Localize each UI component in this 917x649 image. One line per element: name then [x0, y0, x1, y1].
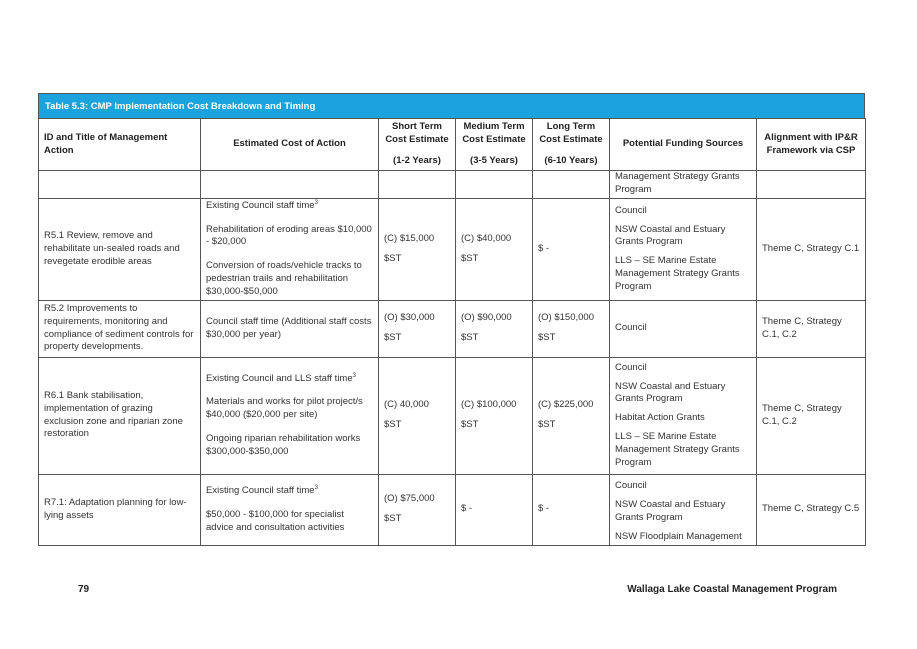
- footnote-ref: 3: [314, 484, 318, 491]
- header-short-term-label: Short Term Cost Estimate: [385, 121, 449, 146]
- row-funding: Council NSW Coastal and Estuary Grants Program LLS – SE Marine Estate Management Strategy Grants Program: [610, 198, 757, 300]
- row-short-term: (O) $75,000 $ST: [379, 474, 456, 545]
- table-grid: [38, 118, 866, 546]
- footnote-ref: 3: [314, 199, 318, 206]
- table-row-continued: [39, 171, 866, 199]
- row-medium-term: (C) $100,000 $ST: [456, 357, 533, 474]
- page-number: 79: [78, 584, 90, 595]
- row-alignment: Theme C, Strategy C.1, C.2: [757, 300, 866, 357]
- header-short-term-years: (1-2 Years): [393, 154, 441, 166]
- header-row: [39, 119, 866, 171]
- row-id-title: R5.1 Review, remove and rehabilitate un-sealed roads and revegetate erodible areas: [39, 198, 201, 300]
- row-cost: Existing Council and LLS staff time$^3$ Materials and works for pilot project/s $40,000 ($20,000 per site) Ongoing riparian rehabilitation works $300,000-$350,000: [201, 357, 379, 474]
- document-title: Wallaga Lake Coastal Management Program: [627, 584, 837, 595]
- header-funding: Potential Funding Sources: [610, 119, 757, 171]
- row-long-term: $ -: [533, 474, 610, 545]
- header-cost: Estimated Cost of Action: [201, 119, 379, 171]
- row-funding: Council: [610, 300, 757, 357]
- row-long-term: (C) $225,000 $ST: [533, 357, 610, 474]
- row-short-term: (O) $30,000 $ST: [379, 300, 456, 357]
- table-row: [39, 357, 866, 474]
- row-alignment: Theme C, Strategy C.1: [757, 198, 866, 300]
- row-funding: Council NSW Coastal and Estuary Grants Program NSW Floodplain Management: [610, 474, 757, 545]
- row-id-title: R5.2 Improvements to requirements, monitoring and compliance of sediment controls for property developments.: [39, 300, 201, 357]
- row-alignment: Theme C, Strategy C.1, C.2: [757, 357, 866, 474]
- header-long-term-years: (6-10 Years): [544, 154, 598, 166]
- table-row: [39, 300, 866, 357]
- table-caption: Table 5.3: CMP Implementation Cost Breakdown and Timing: [38, 93, 865, 118]
- header-medium-term-label: Medium Term Cost Estimate: [462, 121, 526, 146]
- cost-breakdown-table: [38, 93, 865, 546]
- header-long-term-label: Long Term Cost Estimate: [539, 121, 603, 146]
- row-id-title: R7.1: Adaptation planning for low-lying assets: [39, 474, 201, 545]
- header-medium-term-years: (3-5 Years): [470, 154, 518, 166]
- continued-funding: Management Strategy Grants Program: [610, 171, 757, 199]
- row-alignment: Theme C, Strategy C.5: [757, 474, 866, 545]
- row-cost: Existing Council staff time$^3$ Rehabilitation of eroding areas $10,000 - $20,000 Conversion of roads/vehicle tracks to pedestrian trails and rehabilitation $30,000-$50,000: [201, 198, 379, 300]
- row-medium-term: $ -: [456, 474, 533, 545]
- header-short-term: [379, 119, 456, 171]
- row-cost: Council staff time (Additional staff costs $30,000 per year): [201, 300, 379, 357]
- row-short-term: (C) $15,000 $ST: [379, 198, 456, 300]
- row-long-term: (O) $150,000 $ST: [533, 300, 610, 357]
- row-medium-term: (O) $90,000 $ST: [456, 300, 533, 357]
- row-cost: Existing Council staff time$^3$ $50,000 - $100,000 for specialist advice and consultation activities: [201, 474, 379, 545]
- header-id-title: ID and Title of Management Action: [39, 119, 201, 171]
- row-funding: Council NSW Coastal and Estuary Grants Program Habitat Action Grants LLS – SE Marine Estate Management Strategy Grants Program: [610, 357, 757, 474]
- table-row: [39, 474, 866, 545]
- row-short-term: (C) 40,000 $ST: [379, 357, 456, 474]
- row-medium-term: (C) $40,000 $ST: [456, 198, 533, 300]
- footnote-ref: 3: [352, 372, 356, 379]
- row-id-title: R6.1 Bank stabilisation, implementation of grazing exclusion zone and riparian zone restoration: [39, 357, 201, 474]
- header-alignment: Alignment with IP&R Framework via CSP: [757, 119, 866, 171]
- header-medium-term: [456, 119, 533, 171]
- table-row: [39, 198, 866, 300]
- row-long-term: $ -: [533, 198, 610, 300]
- header-long-term: [533, 119, 610, 171]
